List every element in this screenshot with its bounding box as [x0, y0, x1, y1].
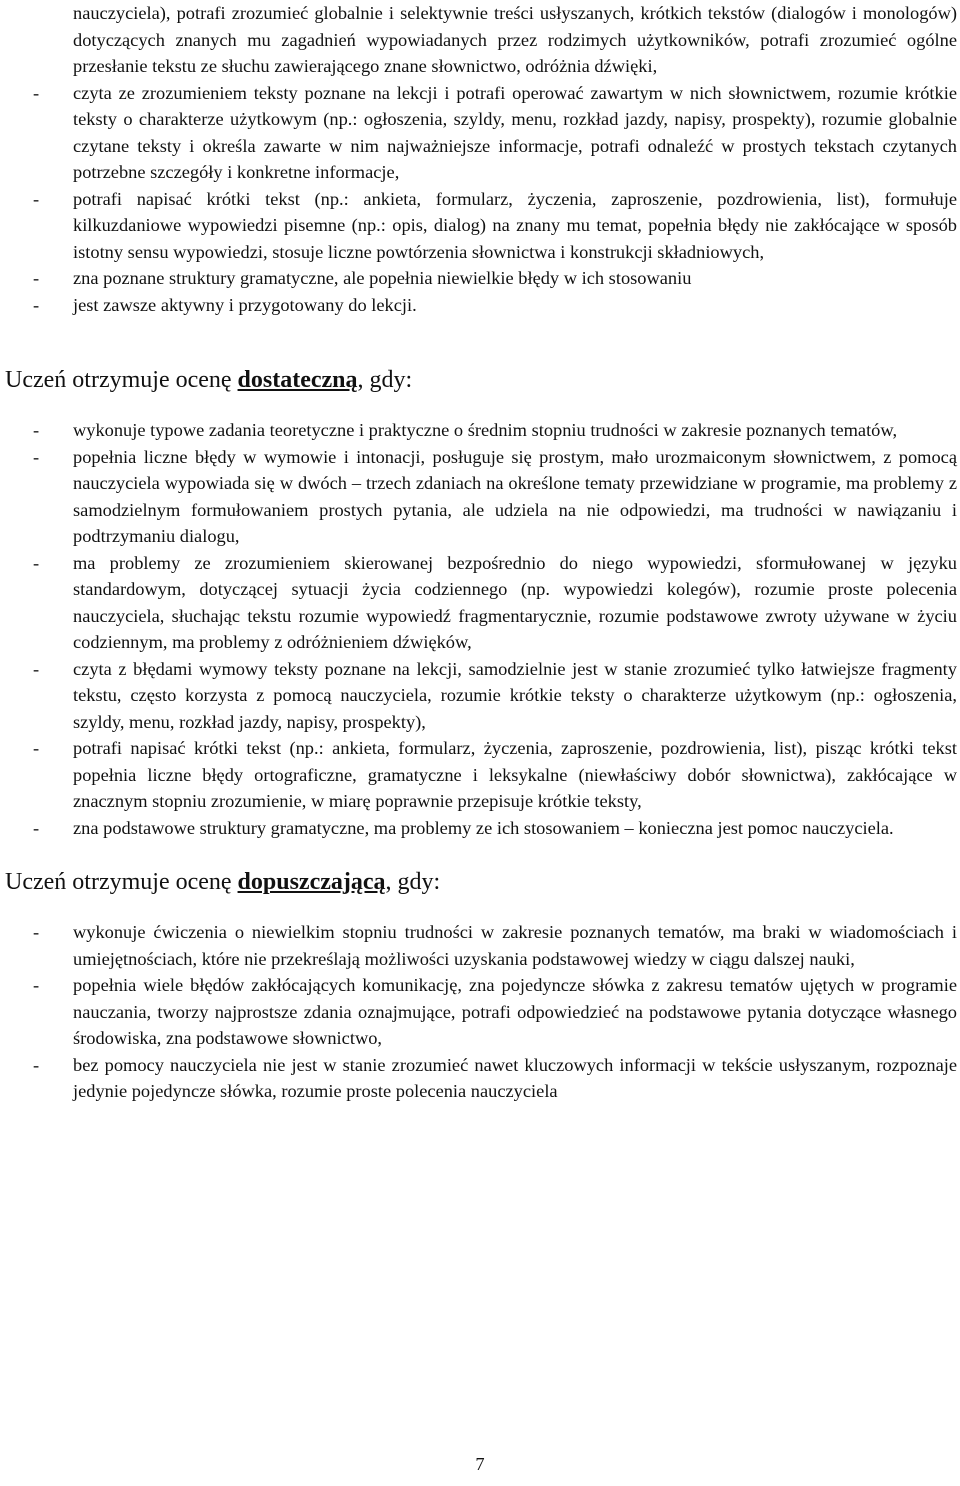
list-item-text: wykonuje typowe zadania teoretyczne i praktyczne o średnim stopniu trudności w zakresie poznanych tematów,: [73, 420, 898, 440]
grade-name: dopuszczającą: [237, 869, 386, 895]
spacer: [5, 318, 957, 365]
list-item-text: czyta z błędami wymowy teksty poznane na lekcji, samodzielnie jest w stanie zrozumieć tylko łatwiejsze fragmenty tekstu, często korzysta z pomocą nauczyciela, rozumie krótkie teksty o charakterze użytkowym (np.: ogłoszenia, szyldy, menu, rozkład jazdy, napisy, prospekty),: [73, 658, 957, 732]
list-dash: -: [33, 738, 40, 758]
heading-prefix: Uczeń otrzymuje ocenę: [5, 367, 238, 393]
grade-name: dostateczną: [237, 367, 358, 393]
heading-suffix: , gdy:: [385, 869, 441, 895]
list-item: [5, 265, 957, 292]
list-dash: -: [33, 294, 40, 315]
list-item: [5, 80, 957, 186]
list-dash: -: [33, 82, 40, 103]
list-dash: -: [33, 420, 40, 440]
list-item-text: wykonuje ćwiczenia o niewielkim stopniu trudności w zakresie poznanych tematów, ma braki w wiadomościach i umiejętnościach, które nie przekreślają możliwości uzyskania podstawowej wiedzy w ciągu dalszej nauki,: [73, 922, 957, 969]
list-dash: -: [33, 975, 40, 995]
intro-continuation-paragraph: nauczyciela), potrafi zrozumieć globalnie i selektywnie treści usłyszanych, krótkich tekstów (dialogów i monologów) dotyczących znanych mu zagadnień wypowiadanych przez rodzimych użytkowników, potrafi zrozumieć ogólne przesłanie tekstu ze słuchu zawierającego znane słownictwo, odróżnia dźwięki,: [73, 3, 957, 76]
list-item: [5, 919, 957, 972]
list-item-text: zna poznane struktury gramatyczne, ale popełnia niewielkie błędy w ich stosowaniu: [73, 268, 692, 288]
list-item-text: jest zawsze aktywny i przygotowany do lekcji.: [73, 294, 417, 315]
list-dash: -: [33, 658, 40, 679]
list-item: [5, 417, 957, 444]
list-item: [5, 656, 957, 736]
list-dash: -: [33, 188, 40, 209]
spacer: [5, 897, 957, 919]
list-item-text: ma problemy ze zrozumieniem skierowanej bezpośrednio do niego wypowiedzi, sformułowanej w języku standardowym, dotyczącej sytuacji życia codziennego (np. wypowiedzi kolegów), rozumie proste polecenia nauczyciela, słuchając tekstu rozumie wypowiedź fragmentarycznie, rozumie podstawowe zwroty używane w życiu codziennym, ma problemy z odróżnieniem dźwięków,: [73, 552, 957, 652]
dostateczna-list: [5, 417, 957, 841]
list-dash: -: [33, 1054, 40, 1075]
list-item-text: popełnia wiele błędów zakłócających komunikację, zna pojedyncze słówka z zakresu tematów ujętych w programie nauczania, tworzy najprostsze zdania oznajmujące, potrafi odpowiedzieć na podstawowe pytania dotyczące własnego środowiska, zna podstawowe słownictwo,: [73, 975, 957, 1048]
list-item-text: potrafi napisać krótki tekst (np.: ankieta, formularz, życzenia, zaproszenie, pozdrowienia, list), pisząc krótki tekst popełnia liczne błędy ortograficzne, gramatyczne i leksykalne (niewłaściwy dobór słownictwa), zakłócające w znacznym stopniu zrozumienie, w miarę poprawnie przepisuje krótkie teksty,: [73, 738, 957, 811]
list-item: [5, 735, 957, 815]
list-dash: -: [33, 922, 40, 942]
section-heading-dostateczna: [5, 365, 957, 395]
list-item: [5, 444, 957, 550]
list-item: [5, 815, 957, 842]
list-item-text: zna podstawowe struktury gramatyczne, ma problemy ze ich stosowaniem – konieczna jest pomoc nauczyciela.: [73, 817, 894, 838]
list-dash: -: [33, 446, 40, 467]
page-content: [5, 0, 957, 1105]
list-dash: -: [33, 552, 40, 573]
list-item: [5, 186, 957, 266]
dopuszczajaca-list: [5, 919, 957, 1105]
list-dash: -: [33, 817, 40, 838]
list-item-text: bez pomocy nauczyciela nie jest w stanie zrozumieć nawet kluczowych informacji w tekście usłyszanym, rozpoznaje jedynie pojedyncze słówka, rozumie proste polecenia nauczyciela: [73, 1054, 957, 1101]
list-item-text: potrafi napisać krótki tekst (np.: ankieta, formularz, życzenia, zaproszenie, pozdrowienia, list), formułuje kilkuzdaniowe wypowiedzi pisemne (np.: opis, dialog) na znany mu temat, popełnia błędy nie zakłócające w sposób istotny sensu wypowiedzi, stosuje liczne powtórzenia słownictwa i konstrukcji składniowych,: [73, 188, 957, 262]
list-dash: -: [33, 268, 40, 288]
list-item-text: popełnia liczne błędy w wymowie i intonacji, posługuje się prostym, mało urozmaiconym słownictwem, z pomocą nauczyciela wypowiada się w dwóch – trzech zdaniach na określone tematy przewidziane w programie, ma problemy z samodzielnym formułowaniem prostych pytania, ale udziela na nie odpowiedzi, ma trudności w nawiązaniu i podtrzymaniu dialogu,: [73, 446, 957, 546]
list-item: [5, 292, 957, 319]
heading-prefix: Uczeń otrzymuje ocenę: [5, 869, 238, 895]
page-number: 7: [475, 1454, 485, 1474]
list-item: [5, 972, 957, 1052]
heading-suffix: , gdy:: [357, 367, 413, 393]
section-heading-dopuszczajaca: [5, 867, 957, 897]
spacer: [5, 841, 957, 867]
intro-list: [5, 80, 957, 319]
spacer: [5, 395, 957, 417]
list-item: [5, 1052, 957, 1105]
list-item-text: czyta ze zrozumieniem teksty poznane na lekcji i potrafi operować zawartym w nich słownictwem, rozumie krótkie teksty o charakterze użytkowym (np.: ogłoszenia, szyldy, menu, rozkład jazdy, napisy, prospekty), rozumie globalnie czytane teksty i określa zawarte w nim najważniejsze informacje, potrafi odnaleźć w prostych tekstach czytanych potrzebne szczegóły i konkretne informacje,: [73, 82, 957, 182]
list-item: [5, 550, 957, 656]
